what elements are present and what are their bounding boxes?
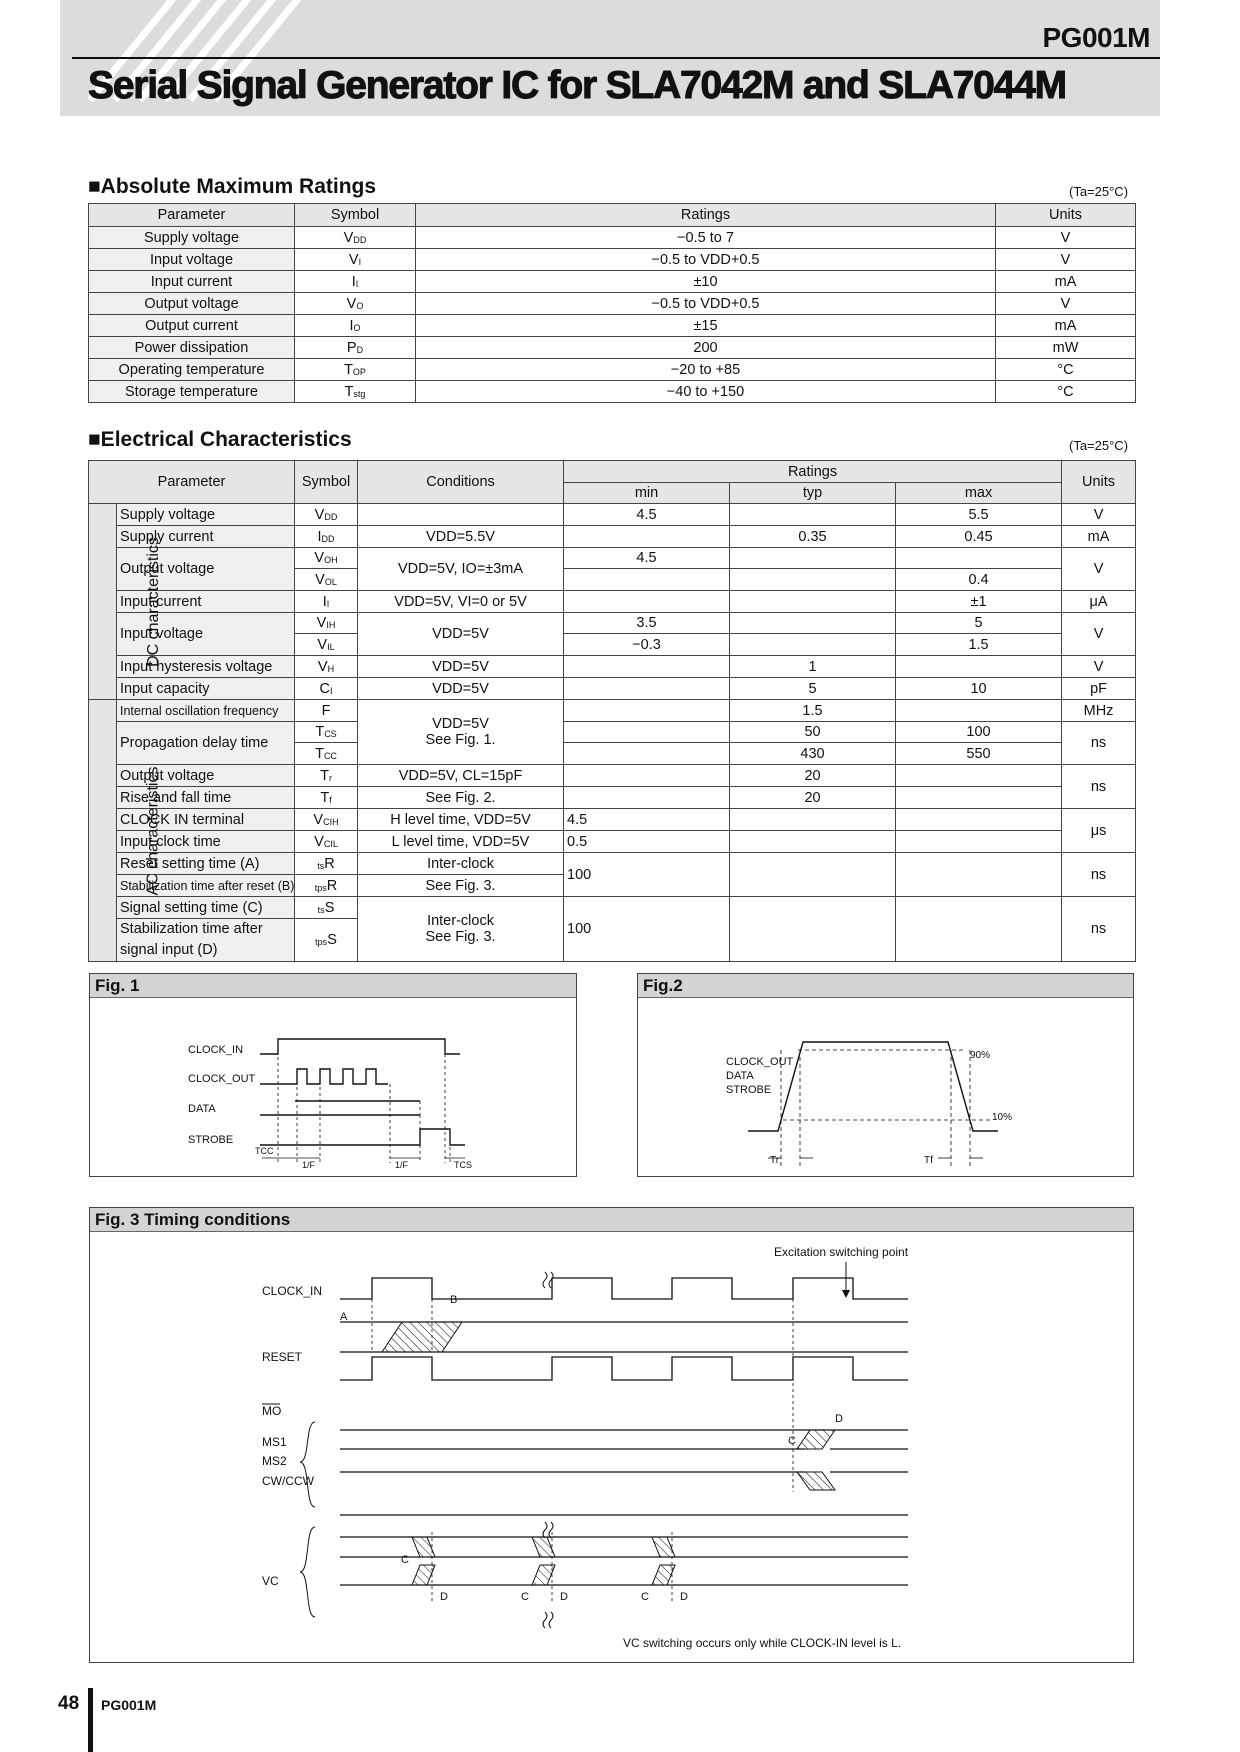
table-cell: ±1 [896,591,1062,613]
table-cell: 550 [896,743,1062,765]
fig2-10-label: 10% [992,1112,1013,1123]
fig1-label-data: DATA [188,1103,216,1115]
footer-part-code: PG001M [101,1697,157,1713]
table-cell: VDD=5V [358,656,564,678]
table-cell: L level time, VDD=5V [358,831,564,853]
table-cell [358,504,564,526]
table-row [89,613,1136,634]
table-cell: mW [996,337,1136,359]
fig3-marker-d-vc2: D [560,1591,568,1603]
table-cell: 5.5 [896,504,1062,526]
table-cell: Tf [295,787,358,809]
table-cell [564,526,730,548]
table-cell: 5 [730,678,896,700]
table-cell: tpsR [295,875,358,897]
table-row [89,787,1136,809]
table-cell [564,787,730,809]
table-cell [730,897,896,962]
amr-header-symbol: Symbol [295,204,416,227]
table-cell: tsR [295,853,358,875]
fig1-tcc-label: TCC [255,1146,274,1156]
table-cell: Supply voltage [117,504,295,526]
fig1-label-clock-out: CLOCK_OUT [188,1073,256,1085]
fig3-marker-d-vc1: D [440,1591,448,1603]
fig1-period-label-2: 1/F [395,1160,409,1170]
table-cell: VDD=5V, CL=15pF [358,765,564,787]
table-cell: Tr [295,765,358,787]
fig3-label-ms1: MS1 [262,1435,287,1449]
table-row [89,722,1136,743]
table-row [89,249,1136,271]
ec-header-conditions: Conditions [358,461,564,504]
table-row [89,315,1136,337]
table-cell [730,548,896,569]
table-cell: VOL [295,569,358,591]
table-cell: Output voltage [117,765,295,787]
table-cell: °C [996,381,1136,403]
table-cell [896,765,1062,787]
table-cell [730,504,896,526]
table-cell: VDD=5V, IO=±3mA [358,548,564,591]
fig1-label-clock-in: CLOCK_IN [188,1044,244,1056]
table-cell [730,569,896,591]
table-row [89,897,1136,919]
fig1-timing-diagram [90,998,578,1178]
table-cell: 100 [564,853,730,897]
table-cell: VDD [295,504,358,526]
fig1-tcs-label: TCS [454,1160,472,1170]
table-cell: ns [1062,722,1136,765]
table-cell: ns [1062,897,1136,962]
table-cell [564,591,730,613]
amr-header-units: Units [996,204,1136,227]
fig2-panel [637,973,1134,1177]
table-cell: tsS [295,897,358,919]
table-cell: −20 to +85 [416,359,996,381]
table-cell: VDD=5.5V [358,526,564,548]
amr-header-parameter: Parameter [89,204,295,227]
table-cell: Internal oscillation frequency [117,700,295,722]
table-cell: H level time, VDD=5V [358,809,564,831]
table-cell: VIL [295,634,358,656]
table-row [89,809,1136,831]
fig3-label-reset: RESET [262,1350,303,1364]
table-cell: 10 [896,678,1062,700]
table-cell: Output current [89,315,295,337]
ec-table [88,460,1136,962]
table-cell: VDD [295,227,416,249]
fig3-label-cw-ccw: CW/CCW [262,1474,314,1488]
table-cell: 1.5 [730,700,896,722]
table-cell: 0.45 [896,526,1062,548]
table-cell [730,831,896,853]
table-cell: Input voltage [117,613,295,656]
table-cell [564,700,730,722]
table-cell: F [295,700,358,722]
fig3-excitation-label: Excitation switching point [774,1245,909,1259]
table-cell: V [996,293,1136,315]
table-cell: Signal setting time (C) [117,897,295,919]
table-row [89,765,1136,787]
table-cell: 20 [730,765,896,787]
page-title: Serial Signal Generator IC for SLA7042M and SLA7044M [88,64,1066,107]
fig3-label-ms2: MS2 [262,1454,287,1468]
table-row [89,678,1136,700]
table-cell: 20 [730,787,896,809]
table-row [89,504,1136,526]
table-cell: V [996,227,1136,249]
fig3-marker-b: B [450,1294,458,1306]
ec-header-units: Units [1062,461,1136,504]
fig3-marker-c-vc1: C [401,1554,409,1566]
part-code: PG001M [1042,22,1150,53]
table-cell: Propagation delay time [117,722,295,765]
table-cell: TCC [295,743,358,765]
table-row [89,359,1136,381]
table-cell: ±15 [416,315,996,337]
table-cell: IO [295,315,416,337]
table-cell: Reset setting time (A) [117,853,295,875]
fig3-marker-d: D [835,1413,843,1425]
table-cell: 430 [730,743,896,765]
table-cell: VO [295,293,416,315]
fig2-tf-label: Tf [924,1155,933,1166]
table-cell: V [1062,613,1136,656]
table-cell: Stabilization time after signal input (D) [117,919,295,962]
table-cell [730,634,896,656]
table-cell: VI [295,249,416,271]
table-cell: Inter-clock See Fig. 3. [358,897,564,962]
table-cell: ns [1062,853,1136,897]
ec-header-min: min [564,483,730,504]
table-cell: II [295,271,416,293]
table-cell: IDD [295,526,358,548]
table-cell [896,897,1062,962]
table-cell: VDD=5V [358,678,564,700]
fig3-timing-diagram [90,1232,1135,1664]
table-cell: V [1062,548,1136,591]
table-cell: 4.5 [564,504,730,526]
table-cell: Input clock time [117,831,295,853]
fig3-excitation-arrow [842,1290,850,1298]
ec-header-max: max [896,483,1062,504]
table-cell: See Fig. 3. [358,875,564,897]
table-cell: PD [295,337,416,359]
table-cell [730,853,896,897]
table-cell [730,613,896,634]
table-cell: Input current [117,591,295,613]
table-cell [564,743,730,765]
table-cell [564,765,730,787]
table-cell: mA [1062,526,1136,548]
table-cell: V [996,249,1136,271]
fig2-label-strobe: STROBE [726,1084,772,1096]
table-cell: 200 [416,337,996,359]
table-cell: μA [1062,591,1136,613]
amr-ta-note: (Ta=25°C) [1069,184,1129,199]
fig3-title: Fig. 3 Timing conditions [90,1208,1133,1232]
table-cell: Operating temperature [89,359,295,381]
table-cell: −40 to +150 [416,381,996,403]
ec-header-typ: typ [730,483,896,504]
table-cell: CLOCK IN terminal [117,809,295,831]
table-row [89,293,1136,315]
table-cell [896,656,1062,678]
ec-section-title: ■Electrical Characteristics [88,428,352,451]
fig1-label-strobe: STROBE [188,1134,234,1146]
table-cell: mA [996,271,1136,293]
fig3-marker-c: C [788,1435,796,1447]
table-cell: Tstg [295,381,416,403]
table-cell: pF [1062,678,1136,700]
table-cell: ns [1062,765,1136,809]
table-cell [564,569,730,591]
table-cell: 5 [896,613,1062,634]
table-row [89,700,1136,722]
table-cell: °C [996,359,1136,381]
table-row [89,591,1136,613]
table-cell [896,809,1062,831]
table-cell: See Fig. 2. [358,787,564,809]
fig3-label-mo: MO [262,1404,282,1418]
amr-header-ratings: Ratings [416,204,996,227]
table-cell: 0.4 [896,569,1062,591]
fig3-marker-c-vc3: C [641,1591,649,1603]
table-cell: Input hysteresis voltage [117,656,295,678]
fig3-marker-c-vc2: C [521,1591,529,1603]
table-cell: MHz [1062,700,1136,722]
fig1-title: Fig. 1 [90,974,576,998]
table-cell: VDD=5V See Fig. 1. [358,700,564,765]
fig3-label-vc: VC [262,1574,279,1588]
fig1-panel [89,973,577,1177]
table-cell: tpsS [295,919,358,962]
fig2-label-data: DATA [726,1070,754,1082]
table-cell: 4.5 [564,809,730,831]
table-cell: Supply voltage [89,227,295,249]
ec-table-body [89,504,1136,962]
table-row [89,526,1136,548]
header-rule [72,57,1160,59]
table-cell: Input capacity [117,678,295,700]
table-cell: −0.5 to VDD+0.5 [416,249,996,271]
footer-bar [88,1688,93,1752]
amr-table [88,203,1136,403]
table-cell: V [1062,656,1136,678]
table-cell: CI [295,678,358,700]
table-row [89,548,1136,569]
table-cell: Stabilization time after reset (B) [117,875,295,897]
ec-header-ratings: Ratings [564,461,1062,483]
table-row [89,853,1136,875]
table-cell: VDD=5V, VI=0 or 5V [358,591,564,613]
table-cell: 3.5 [564,613,730,634]
fig2-label-clock-out: CLOCK_OUT [726,1056,794,1068]
table-row [89,227,1136,249]
table-row [89,271,1136,293]
table-cell [730,591,896,613]
amr-section-title: ■Absolute Maximum Ratings [88,175,377,198]
table-cell [564,722,730,743]
table-cell [896,700,1062,722]
table-cell: VCIH [295,809,358,831]
table-cell: Input voltage [89,249,295,271]
table-cell: Inter-clock [358,853,564,875]
ec-ta-note: (Ta=25°C) [1069,438,1129,453]
table-cell [896,831,1062,853]
fig2-title: Fig.2 [638,974,1133,998]
table-cell: Output voltage [89,293,295,315]
table-cell: 4.5 [564,548,730,569]
table-cell: TCS [295,722,358,743]
table-cell [896,548,1062,569]
fig3-label-clock-in: CLOCK_IN [262,1284,323,1298]
table-cell: 1.5 [896,634,1062,656]
table-cell: Supply current [117,526,295,548]
fig1-period-label: 1/F [302,1160,316,1170]
table-cell: −0.5 to 7 [416,227,996,249]
table-cell: Rise and fall time [117,787,295,809]
table-cell: 100 [564,897,730,962]
table-cell: VCIL [295,831,358,853]
table-cell [564,656,730,678]
page-number: 48 [58,1693,80,1714]
table-row [89,831,1136,853]
ec-group-dc: DC characteristics [89,504,117,700]
table-cell: 0.5 [564,831,730,853]
table-cell: 50 [730,722,896,743]
fig3-note: VC switching occurs only while CLOCK-IN level is L. [623,1636,902,1650]
table-cell: 1 [730,656,896,678]
fig3-marker-a: A [340,1311,348,1323]
table-row [89,337,1136,359]
table-cell: VOH [295,548,358,569]
ec-header-symbol: Symbol [295,461,358,504]
table-cell [564,678,730,700]
fig3-panel [89,1207,1134,1663]
table-cell: VDD=5V [358,613,564,656]
table-cell: Output voltage [117,548,295,591]
table-cell: mA [996,315,1136,337]
ec-header-parameter: Parameter [89,461,295,504]
table-cell: −0.3 [564,634,730,656]
table-cell: V [1062,504,1136,526]
fig2-tr-label: Tr [770,1155,780,1166]
table-cell: VH [295,656,358,678]
table-cell: ±10 [416,271,996,293]
table-cell: Input current [89,271,295,293]
amr-table-body [89,227,1136,403]
table-row [89,381,1136,403]
table-cell: μs [1062,809,1136,853]
table-cell [896,787,1062,809]
table-row [89,656,1136,678]
table-cell: TOP [295,359,416,381]
fig2-rise-fall-diagram [638,998,1135,1178]
table-cell: II [295,591,358,613]
table-cell [896,853,1062,897]
ec-group-ac: AC characteristics [89,700,117,962]
fig3-marker-d-vc3: D [680,1591,688,1603]
table-cell: Power dissipation [89,337,295,359]
table-cell: −0.5 to VDD+0.5 [416,293,996,315]
table-cell: VIH [295,613,358,634]
table-cell: 100 [896,722,1062,743]
table-cell: 0.35 [730,526,896,548]
table-cell: Storage temperature [89,381,295,403]
fig2-90-label: 90% [970,1050,991,1061]
table-cell [730,809,896,831]
